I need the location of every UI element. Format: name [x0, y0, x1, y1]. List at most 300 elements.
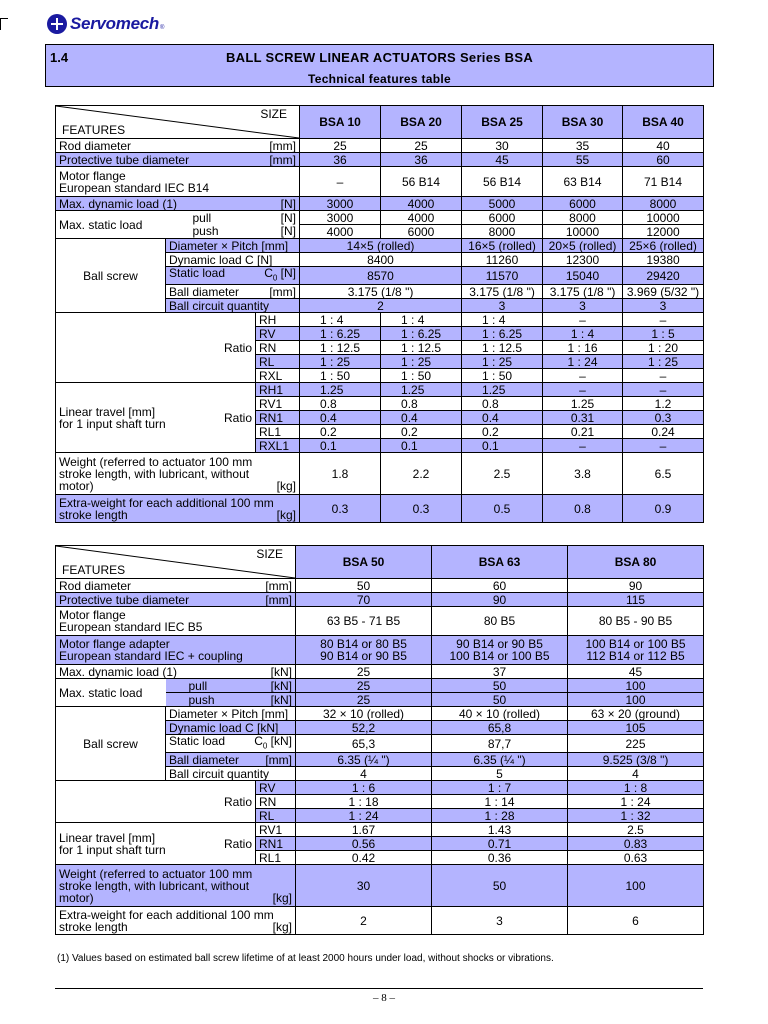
label-unit [169, 286, 296, 298]
row-label-cell [166, 267, 300, 285]
row-label: stroke length [59, 507, 128, 522]
value-cell: 63 × 20 (ground) [568, 707, 704, 721]
footer-rule [55, 988, 703, 989]
ball-screw-row [56, 239, 704, 253]
value-cell: 1.25 [300, 383, 381, 397]
value-cell: 1.43 [432, 823, 568, 837]
cell-text: Motor flange [59, 168, 126, 183]
value-cell: 1.8 [300, 453, 381, 495]
value-cell: 1 : 14 [432, 795, 568, 809]
value-cell: 11570 [462, 267, 543, 285]
value-cell: 100 [568, 679, 704, 693]
row-label: Protective tube diameter [59, 592, 190, 607]
row-unit: [N] [280, 266, 297, 280]
label-unit [169, 212, 297, 224]
row-label: Ball diameter [169, 752, 240, 767]
value-cell: 11260 [462, 253, 543, 267]
value-cell: 20×5 (rolled) [543, 239, 623, 253]
value-cell: 1.25 [462, 383, 543, 397]
label-unit [59, 921, 292, 933]
value-cell: 0.4 [300, 411, 381, 425]
rod-diameter-row [56, 139, 704, 153]
c0-unit: $C_0$ [N] [264, 266, 297, 283]
linear-travel-row [56, 383, 704, 397]
pull-label: pull [188, 678, 208, 693]
value-cell: 80 B5 [432, 607, 568, 636]
value-cell: 105 [568, 721, 704, 735]
value-cell: 80 B5 - 90 B5 [568, 607, 704, 636]
value-cell [432, 636, 568, 665]
value-cell: 3.175 (1/8 ") [300, 285, 462, 299]
value-cell: 1 : 8 [568, 781, 704, 795]
blank-cell [56, 313, 166, 383]
row-unit: [kg] [276, 478, 297, 493]
value-cell: 25 [296, 679, 432, 693]
tube-diameter-row [56, 153, 704, 167]
cell-text: for 1 input shaft turn [59, 842, 166, 857]
c-symbol: C [264, 266, 273, 280]
value-cell: 1 : 6.25 [300, 327, 381, 341]
value-cell: 0.3 [623, 411, 704, 425]
value-cell: 16×5 (rolled) [462, 239, 543, 253]
blank-cell [56, 781, 166, 823]
value-cell: 60 [432, 579, 568, 593]
value-cell: 0.8 [462, 397, 543, 411]
row-label-cell [56, 593, 296, 607]
value-cell: 87,7 [432, 735, 568, 753]
row-label-cell [56, 153, 300, 167]
value-cell: – [543, 439, 623, 453]
static-pull-row [56, 679, 704, 693]
value-cell: 8570 [300, 267, 462, 285]
value-cell: 63 B5 - 71 B5 [296, 607, 432, 636]
label-unit [169, 735, 292, 752]
value-cell: 56 B14 [462, 167, 543, 197]
group-label: Ratio [166, 383, 256, 453]
value-cell: 5 [432, 767, 568, 781]
value-cell: 14×5 (rolled) [300, 239, 462, 253]
header-row [56, 106, 704, 139]
value-cell: 0.42 [296, 851, 432, 865]
value-cell: 0.31 [543, 411, 623, 425]
value-cell: 2.5 [462, 453, 543, 495]
crop-mark [0, 18, 8, 19]
static-pull-row [56, 211, 704, 225]
section-title: BALL SCREW LINEAR ACTUATORS Series BSA [225, 50, 534, 65]
value-cell: 35 [543, 139, 623, 153]
ratio-code: RN1 [256, 411, 300, 425]
value-cell: 100 [568, 865, 704, 907]
label-unit [59, 480, 296, 492]
push-label: push [188, 692, 215, 707]
value-cell: 1 : 24 [296, 809, 432, 823]
value-cell: 1.67 [296, 823, 432, 837]
flange-adapter-row [56, 636, 704, 665]
value-cell: 1 : 12.5 [381, 341, 462, 355]
value-cell: 55 [543, 153, 623, 167]
value-cell: – [543, 313, 623, 327]
row-label: Protective tube diameter [59, 152, 190, 167]
ratio-code: RXL1 [256, 439, 300, 453]
value-cell: 50 [432, 865, 568, 907]
value-cell: 1 : 16 [543, 341, 623, 355]
motor-flange-row [56, 607, 704, 636]
value-cell: 1 : 18 [296, 795, 432, 809]
row-label-cell [56, 907, 296, 935]
value-cell: 0.8 [300, 397, 381, 411]
value-cell: 6.5 [623, 453, 704, 495]
value-cell: 1.2 [623, 397, 704, 411]
value-cell: 6 [568, 907, 704, 935]
row-label: stroke length [59, 919, 128, 934]
value-cell: 45 [568, 665, 704, 679]
value-cell: 0.1 [381, 439, 462, 453]
section-number: 1.4 [50, 50, 69, 65]
c-symbol: C [254, 734, 263, 748]
value-cell: 0.83 [568, 837, 704, 851]
row-unit: [mm] [265, 578, 293, 593]
value-cell: 3000 [300, 197, 381, 211]
value-cell: 0.2 [300, 425, 381, 439]
row-label-cell [56, 167, 300, 197]
row-unit: [kg] [272, 890, 293, 905]
label-unit [59, 666, 292, 678]
linear-travel-row [56, 823, 704, 837]
row-label: Diameter × Pitch [mm] [169, 238, 289, 253]
value-cell: – [623, 439, 704, 453]
row-label-cell [56, 453, 300, 495]
column-header: BSA 63 [432, 546, 568, 579]
row-unit: [mm] [269, 152, 297, 167]
value-cell: 52,2 [296, 721, 432, 735]
brand-logo [47, 12, 164, 36]
value-cell: 12000 [623, 225, 704, 239]
value-cell: 100 [568, 693, 704, 707]
cell-text: stroke length, with lubricant, without [59, 466, 250, 481]
cell-text: Linear travel [mm] [59, 830, 156, 845]
row-unit: [mm] [269, 284, 297, 299]
value-cell: 0.1 [300, 439, 381, 453]
weight-row [56, 865, 704, 907]
value-cell: 6.35 (¼ ") [296, 753, 432, 767]
label-unit [59, 509, 296, 521]
value-cell [568, 636, 704, 665]
row-unit: [mm] [269, 138, 297, 153]
value-cell: 3000 [300, 211, 381, 225]
value-cell: – [623, 369, 704, 383]
size-label: SIZE [256, 547, 284, 561]
pull-label: pull [192, 210, 212, 225]
value-cell: 19380 [623, 253, 704, 267]
value-cell: 0.9 [623, 495, 704, 523]
label-unit [59, 892, 292, 904]
row-label-cell [166, 299, 300, 313]
cell-text: 100 B14 or 100 B5 [449, 649, 550, 663]
value-cell: 50 [432, 693, 568, 707]
value-cell: 0.2 [381, 425, 462, 439]
value-cell: 0.3 [381, 495, 462, 523]
cell-text: for 1 input shaft turn [59, 416, 166, 431]
value-cell: 10000 [543, 225, 623, 239]
extra-weight-row [56, 495, 704, 523]
weight-row [56, 453, 704, 495]
column-header: BSA 40 [623, 106, 704, 139]
value-cell: 1 : 6.25 [381, 327, 462, 341]
row-unit: [kg] [272, 919, 293, 934]
row-unit: [N] [280, 210, 297, 225]
row-unit: [N] [280, 196, 297, 211]
value-cell: 3 [462, 299, 543, 313]
value-cell: 1 : 4 [543, 327, 623, 341]
value-cell: 0.24 [623, 425, 704, 439]
ratio-code: RL [256, 355, 300, 369]
value-cell: 8000 [543, 211, 623, 225]
value-cell: – [543, 383, 623, 397]
cell-text: European standard IEC B5 [59, 620, 203, 634]
row-label: Ball circuit quantity [169, 298, 270, 313]
value-cell: 25 [300, 139, 381, 153]
row-unit: [kN] [270, 692, 293, 707]
features-table-bsa-10-40 [55, 105, 704, 523]
value-cell: 115 [568, 593, 704, 607]
value-cell: – [623, 313, 704, 327]
value-cell: 60 [623, 153, 704, 167]
logo-icon [47, 14, 67, 34]
value-cell: 1 : 25 [462, 355, 543, 369]
cell-text: 100 B14 or 100 B5 [585, 637, 686, 651]
extra-weight-row [56, 907, 704, 935]
header-row [56, 546, 704, 579]
value-cell: 8000 [462, 225, 543, 239]
value-cell: 65,3 [296, 735, 432, 753]
label-unit [169, 267, 296, 284]
row-label-cell [56, 495, 300, 523]
c0-unit: $C_0$ [kN] [254, 734, 293, 751]
brand-name: Servomech [70, 14, 159, 33]
features-label: FEATURES [62, 123, 126, 137]
label-unit [59, 594, 292, 606]
cell-text: Weight (referred to actuator 100 mm [59, 454, 253, 469]
value-cell: 56 B14 [381, 167, 462, 197]
value-cell: 45 [462, 153, 543, 167]
value-cell: 90 [432, 593, 568, 607]
dynamic-load-row [56, 665, 704, 679]
table-cell [166, 679, 296, 693]
value-cell: 1 : 24 [543, 355, 623, 369]
features-label: FEATURES [62, 563, 126, 577]
ratio-code: RV [256, 327, 300, 341]
rod-diameter-row [56, 579, 704, 593]
cell-text: 80 B14 or 80 B5 [320, 637, 407, 651]
value-cell: 36 [300, 153, 381, 167]
ratio-code: RN [256, 795, 296, 809]
row-label-cell [166, 285, 300, 299]
group-label: Ball screw [56, 707, 166, 781]
row-unit: [kN] [270, 664, 293, 679]
row-unit: [kN] [270, 678, 293, 693]
value-cell: 63 B14 [543, 167, 623, 197]
row-unit: [mm] [265, 592, 293, 607]
row-label-cell: Max. static load [56, 211, 166, 239]
ratio-code: RV1 [256, 397, 300, 411]
dynamic-load-row [56, 197, 704, 211]
group-label: Ball screw [56, 239, 166, 313]
row-label-cell [166, 767, 296, 781]
value-cell: 1.25 [381, 383, 462, 397]
value-cell: 4000 [300, 225, 381, 239]
value-cell: 0.4 [462, 411, 543, 425]
value-cell: 1 : 28 [432, 809, 568, 823]
value-cell: 29420 [623, 267, 704, 285]
value-cell: 1 : 12.5 [462, 341, 543, 355]
group-label [56, 383, 166, 453]
value-cell: 4000 [381, 211, 462, 225]
value-cell: 1.25 [543, 397, 623, 411]
value-cell: 0.8 [381, 397, 462, 411]
value-cell: 0.71 [432, 837, 568, 851]
value-cell: 40 [623, 139, 704, 153]
row-label-cell [166, 707, 296, 721]
cell-text: European standard IEC B14 [59, 180, 210, 195]
cell-text: 112 B14 or 112 B5 [586, 649, 685, 663]
size-label: SIZE [260, 107, 288, 121]
value-cell: 6000 [462, 211, 543, 225]
value-cell: 3.175 (1/8 ") [462, 285, 543, 299]
ratio-code: RH1 [256, 383, 300, 397]
ratio-code: RV [256, 781, 296, 795]
value-cell: 6000 [543, 197, 623, 211]
group-label: Ratio [166, 781, 256, 823]
row-label-cell [56, 579, 296, 593]
ratio-code: RV1 [256, 823, 296, 837]
column-header: BSA 50 [296, 546, 432, 579]
value-cell: 25×6 (rolled) [623, 239, 704, 253]
value-cell: 0.3 [300, 495, 381, 523]
value-cell: 6000 [381, 225, 462, 239]
row-label-cell: Max. static load [56, 679, 166, 707]
cell-text: 90 B14 or 90 B5 [456, 637, 543, 651]
value-cell: 25 [381, 139, 462, 153]
row-label-cell [166, 721, 296, 735]
row-label-cell [56, 197, 300, 211]
section-header [45, 44, 714, 87]
row-label-cell [166, 253, 300, 267]
cell-text: Extra-weight for each additional 100 mm [59, 907, 274, 922]
value-cell: 4000 [381, 197, 462, 211]
row-label: Static load [169, 734, 226, 748]
row-label-cell [166, 753, 296, 767]
value-cell: 2.2 [381, 453, 462, 495]
value-cell: 30 [296, 865, 432, 907]
cell-text: Motor flange [59, 608, 126, 622]
value-cell: – [623, 383, 704, 397]
size-features-header [56, 546, 296, 579]
value-cell: 0.36 [432, 851, 568, 865]
value-cell: 37 [432, 665, 568, 679]
group-label: Ratio [166, 823, 256, 865]
value-cell: 9.525 (3/8 ") [568, 753, 704, 767]
row-label-cell [166, 239, 300, 253]
value-cell: 1 : 4 [381, 313, 462, 327]
value-cell: 1 : 24 [568, 795, 704, 809]
value-cell: 1 : 50 [300, 369, 381, 383]
features-table-bsa-50-80 [55, 545, 704, 935]
value-cell: 3 [623, 299, 704, 313]
column-header: BSA 20 [381, 106, 462, 139]
row-label-cell [56, 636, 296, 665]
group-label [56, 823, 166, 865]
value-cell: 1 : 25 [381, 355, 462, 369]
value-cell: 1 : 4 [462, 313, 543, 327]
value-cell: 3 [432, 907, 568, 935]
value-cell: 50 [432, 679, 568, 693]
row-label: Max. dynamic load (1) [59, 664, 178, 679]
row-label-cell [56, 607, 296, 636]
value-cell: 30 [462, 139, 543, 153]
label-unit [169, 694, 293, 706]
value-cell: 0.56 [296, 837, 432, 851]
value-cell: – [543, 369, 623, 383]
tube-diameter-row [56, 593, 704, 607]
value-cell: 3.175 (1/8 ") [543, 285, 623, 299]
value-cell: 1 : 50 [381, 369, 462, 383]
value-cell: 4 [568, 767, 704, 781]
value-cell: 1 : 25 [623, 355, 704, 369]
row-label: Ball diameter [169, 284, 240, 299]
table-cell [166, 693, 296, 707]
row-label: Diameter × Pitch [mm] [169, 706, 289, 721]
table-cell [166, 211, 300, 225]
value-cell: 36 [381, 153, 462, 167]
value-cell: 50 [296, 579, 432, 593]
value-cell: 90 [568, 579, 704, 593]
ratio-code: RN [256, 341, 300, 355]
value-cell: 0.2 [462, 425, 543, 439]
ratio-row [56, 781, 704, 795]
label-unit [59, 154, 296, 166]
column-header: BSA 10 [300, 106, 381, 139]
ratio-code: RL [256, 809, 296, 823]
ball-screw-row [56, 707, 704, 721]
value-cell: 2 [300, 299, 462, 313]
row-label-cell [56, 665, 296, 679]
group-label: Ratio [166, 313, 256, 383]
value-cell: 6.35 (¼ ") [432, 753, 568, 767]
label-unit [59, 140, 296, 152]
crop-mark [0, 18, 1, 30]
value-cell: 32 × 10 (rolled) [296, 707, 432, 721]
column-header: BSA 25 [462, 106, 543, 139]
row-label: Ball circuit quantity [169, 766, 270, 781]
value-cell: 0.63 [568, 851, 704, 865]
row-label: Static load [169, 266, 226, 280]
ratio-code: RXL [256, 369, 300, 383]
label-unit [169, 680, 293, 692]
value-cell: 1 : 32 [568, 809, 704, 823]
value-cell: 1 : 50 [462, 369, 543, 383]
column-header: BSA 80 [568, 546, 704, 579]
label-unit [59, 198, 296, 210]
row-unit: [N] [280, 224, 297, 239]
cell-text: Extra-weight for each additional 100 mm [59, 495, 274, 510]
size-features-header [56, 106, 300, 139]
value-cell: – [300, 167, 381, 197]
value-cell: 2 [296, 907, 432, 935]
row-unit: [mm] [265, 752, 293, 767]
value-cell: 25 [296, 665, 432, 679]
value-cell: 40 × 10 (rolled) [432, 707, 568, 721]
value-cell: 0.8 [543, 495, 623, 523]
